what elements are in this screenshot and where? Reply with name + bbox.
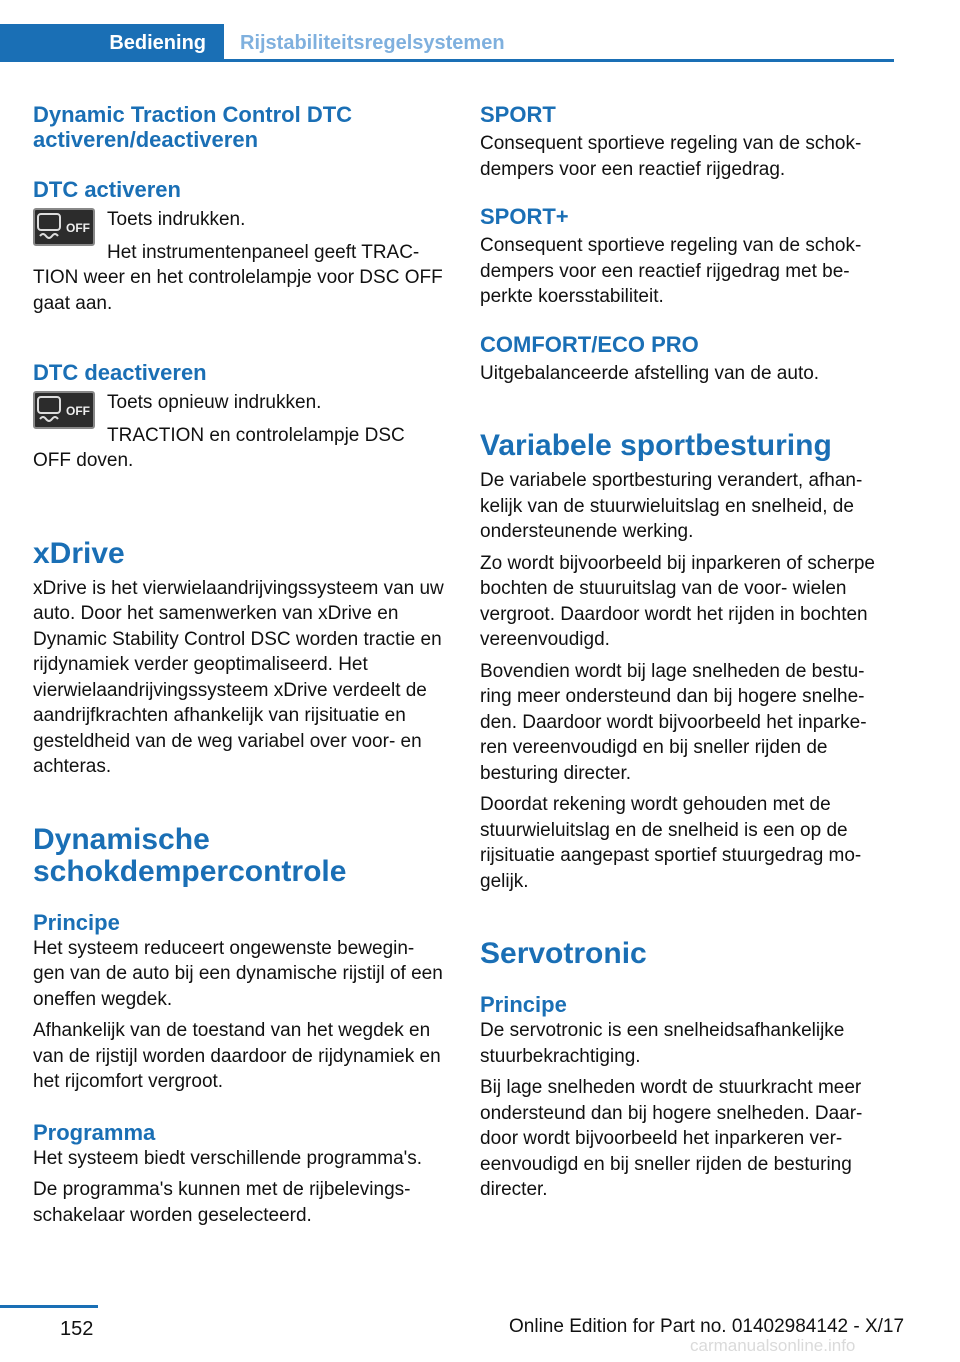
steering-p3: Bovendien wordt bij lage snelheden de bestu‐ ring meer ondersteund dan bij hogere snelhe‐ den. Daardoor wordt bijvoorbeeld het inparke‐ ren vereenvoudigd en bij sneller rijden de besturing directer. [480,660,867,784]
servotronic-title: Servotronic [480,937,647,970]
left-column [33,102,448,1228]
sport-plus-heading: SPORT+ [480,204,569,229]
dtc-activate-step2-rest: TION weer en het controlelampje voor DSC OFF gaat aan. [33,267,443,314]
page-number: 152 [60,1318,94,1340]
sport-plus-text: Consequent sportieve regeling van de schok‐ dempers voor een reactief rijgedrag met be‐ perkte koersstabiliteit. [480,235,862,307]
shock-title-line1: Dynamische [33,822,210,856]
shock-principle-p2: Afhankelijk van de toestand van het wegdek en van de rijstijl worden daardoor de rijdynamiek en het rijcomfort vergroot. [33,1020,441,1092]
dtc-deactivate-step2-line1: TRACTION en controlelampje DSC [107,424,405,446]
steering-title: Variabele sportbesturing [480,429,832,462]
header-tabs [0,24,894,62]
tab-bediening: Bediening [0,24,224,62]
dtc-activate-steps [33,205,448,316]
program-heading: Programma [33,1119,156,1145]
right-column [480,102,890,1203]
steering-p1: De variabele sportbesturing verandert, afhan‐ kelijk van de stuurwieluitslag en snelheid, de ondersteunende werking. [480,470,863,542]
dtc-deactivate-step1: Toets opnieuw indrukken. [107,392,322,413]
servotronic-principle-heading: Principe [480,992,567,1017]
steering-p2: Zo wordt bijvoorbeeld bij inparkeren of scherpe bochten de stuuruitslag van de voor‐ wielen vergroot. Daardoor wordt het rijden in bochten vereenvoudigd. [480,552,875,650]
dtc-deactivate-heading: DTC deactiveren [33,360,207,385]
comfort-text: Uitgebalanceerde afstelling van de auto. [480,362,820,384]
dtc-off-button-icon [33,208,95,246]
sport-text: Consequent sportieve regeling van de schok‐ dempers voor een reactief rijgedrag. [480,133,862,180]
steering-p4: Doordat rekening wordt gehouden met de stuurwieluitslag en de snelheid is een op de rijsituatie aangepast sportief stuurgedrag mo‐ gelijk. [480,794,862,892]
dtc-activate-step1: Toets indrukken. [107,209,246,230]
shock-title-line2: schokdempercontrole [33,854,347,888]
shock-principle-p1: Het systeem reduceert ongewenste bewegin‐ gen van de auto bij een dynamische rijstijl of een oneffen wegdek. [33,937,443,1010]
dtc-icon-label: OFF [66,221,90,235]
watermark: carmanualsonline.info [690,1336,856,1355]
program-p2: De programma's kunnen met de rijbelevings‐ schakelaar worden geselecteerd. [33,1179,411,1226]
sport-heading: SPORT [480,102,556,127]
servotronic-p2: Bij lage snelheden wordt de stuurkracht meer ondersteund dan bij hogere snelheden. Daar‐ door wordt bijvoorbeeld het inparkeren ver‐ eenvoudigd en bij sneller rijden de besturing directer. [480,1077,863,1200]
footer-rule [0,1305,98,1308]
dtc-off-button-icon [33,391,95,429]
edition-note: Online Edition for Part no. 01402984142 - X/17 [509,1316,905,1337]
comfort-heading: COMFORT/ECO PRO [480,331,699,357]
dtc-section-title: Dynamic Traction Control DTC activeren/deactiveren [33,102,353,152]
xdrive-title: xDrive [33,536,125,570]
dtc-deactivate-step2-rest: OFF doven. [33,450,134,471]
xdrive-text: xDrive is het vierwielaandrijvingssysteem van uw auto. Door het samenwerken van xDrive en Dynamic Stability Control DSC worden tractie en rijdynamiek verder geoptimaliseerd. Het vierwielaandrijvingssysteem xDrive verdeelt de aandrijfkrachten afhankelijk van rijsituatie en gesteldheid van de weg variabel over voor- en achteras. [33,577,444,777]
program-p1: Het systeem biedt verschillende programma's. [33,1147,423,1169]
servotronic-p1: De servotronic is een snelheidsafhankelijke stuurbekrachtiging. [480,1020,845,1067]
shock-principle-heading: Principe [33,909,120,935]
dtc-deactivate-steps [33,388,448,474]
tab-rijstabiliteitsregelsystemen: Rijstabiliteitsregelsystemen [240,32,505,54]
dtc-activate-heading: DTC activeren [33,177,181,202]
dtc-activate-step2-line1: Het instrumentenpaneel geeft TRAC‐ [107,241,420,263]
dtc-icon-label: OFF [66,404,90,418]
